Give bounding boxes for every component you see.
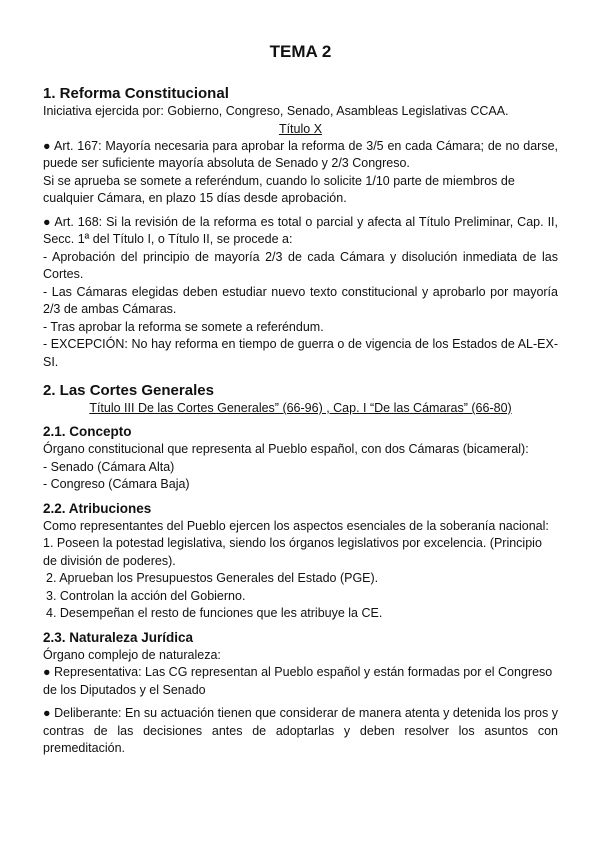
s2-2-item-3: 3. Controlan la acción del Gobierno. (46, 588, 246, 603)
s2-3-bullet-1: ● Representativa: Las CG representan al Pueblo español y están formadas por el Congreso de los Diputados y el Senado (43, 665, 553, 697)
section-1-heading: 1. Reforma Constitucional (43, 85, 229, 102)
section-2-heading: 2. Las Cortes Generales (43, 382, 214, 399)
s2-3-heading: 2.3. Naturaleza Jurídica (43, 629, 194, 645)
s2-1-text: Órgano constitucional que representa al Pueblo español, con dos Cámaras (bicameral): (43, 442, 529, 456)
s2-1-item-1: - Senado (Cámara Alta) (43, 459, 175, 474)
s2-3-text: Órgano complejo de naturaleza: (43, 647, 221, 662)
document-page (43, 42, 558, 758)
s2-3-bullet-2: ● Deliberante: En su actuación tienen que considerar de manera atenta y detenida los pros y contras de las decisiones antes de adoptarlas y deben resolver los asuntos con premeditación. (43, 706, 558, 755)
s1-subtitle: Título X (278, 121, 323, 136)
s2-2-heading: 2.2. Atribuciones (43, 500, 152, 516)
s2-2-item-2: 2. Aprueban los Presupuestos Generales del Estado (PGE). (46, 571, 379, 585)
s1-list-item-2: - Las Cámaras elegidas deben estudiar nuevo texto constitucional y aprobarlo por mayoría 2/3 de ambas Cámaras. (43, 284, 558, 316)
s1-art168: ● Art. 168: Si la revisión de la reforma es total o parcial y afecta al Título Preliminar, Cap. II, Secc. 1ª del Título I, o Título II, se procede a: (43, 214, 558, 246)
s1-art167: ● Art. 167: Mayoría necesaria para aprobar la reforma de 3/5 en cada Cámara; de no darse, puede ser suficiente mayoría absoluta de Senado y 2/3 Congreso. (43, 138, 558, 170)
s1-list-item-1: - Aprobación del principio de mayoría 2/3 de cada Cámara y disolución inmediata de las Cortes. (43, 249, 558, 281)
s2-2-item-4: 4. Desempeñan el resto de funciones que les atribuye la CE. (46, 606, 383, 620)
s2-1-item-2: - Congreso (Cámara Baja) (43, 477, 190, 491)
s1-intro: Iniciativa ejercida por: Gobierno, Congreso, Senado, Asambleas Legislativas CCAA. (43, 104, 509, 118)
page-title: TEMA 2 (269, 42, 332, 61)
s2-2-text: Como representantes del Pueblo ejercen los aspectos esenciales de la soberanía nacional: (43, 518, 549, 533)
s2-subtitle: Título III De las Cortes Generales” (66-96) , Cap. I “De las Cámaras” (66-80) (89, 401, 512, 415)
s2-1-heading: 2.1. Concepto (43, 424, 132, 439)
s2-2-item-1: 1. Poseen la potestad legislativa, siendo los órganos legislativos por excelencia. (Principio de división de poderes). (43, 536, 542, 568)
s1-list-item-4: - EXCEPCIÓN: No hay reforma en tiempo de guerra o de vigencia de los Estados de AL-EX-SI. (43, 337, 558, 369)
s1-list-item-3: - Tras aprobar la reforma se somete a referéndum. (43, 319, 324, 334)
s1-art167b: Si se aprueba se somete a referéndum, cuando lo solicite 1/10 parte de miembros de cualquier Cámara, en plazo 15 días desde aprobación. (43, 173, 515, 205)
